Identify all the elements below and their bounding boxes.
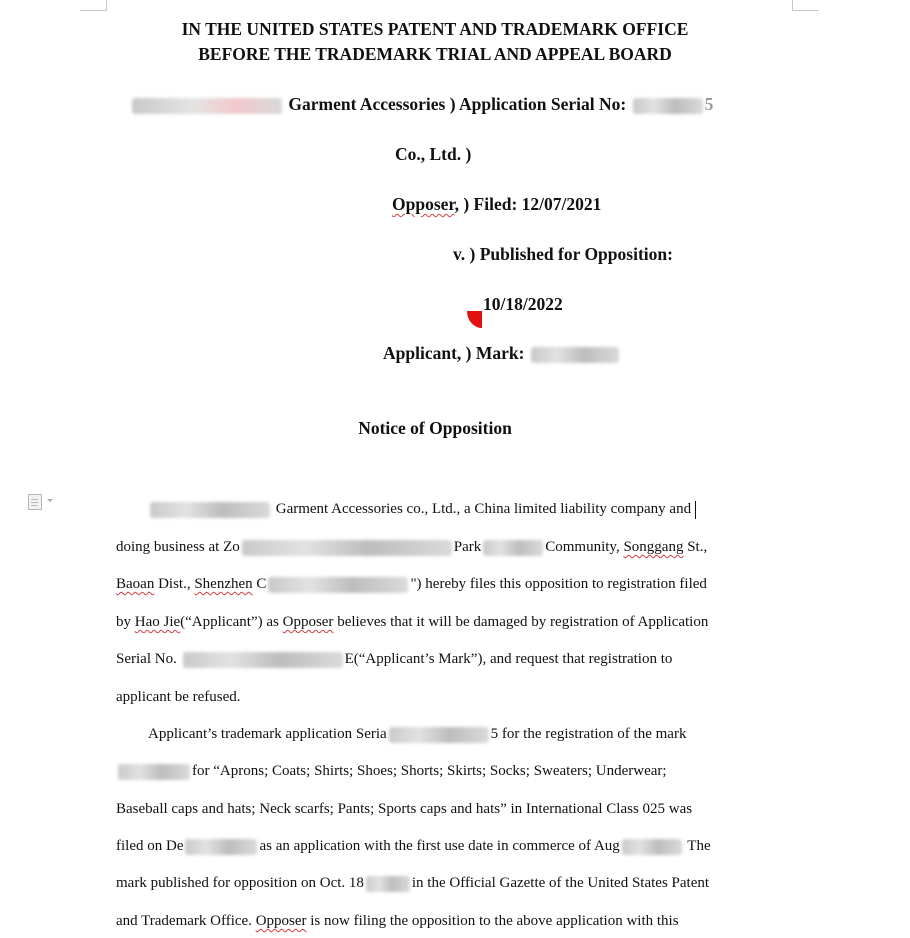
p1-line-2-d: St.,: [687, 539, 708, 555]
p2-line-4: [116, 836, 711, 856]
header-line-2: BEFORE THE TRADEMARK TRIAL AND APPEAL BOARD: [198, 44, 672, 64]
page-corner-mark-right: [792, 0, 819, 11]
caption-party-name-part: Garment Accessories ): [288, 94, 456, 114]
p1-line-5-b: E(“Applicant’s Mark”), and request that registration to: [344, 651, 673, 667]
p1-line-2-b: Park: [453, 539, 482, 555]
p2-line-5-b: in the Official Gazette of the United States Patent: [411, 875, 710, 891]
p2-line-2-a: for “Aprons; Coats; Shirts; Shoes; Shorts; Skirts; Socks; Sweaters; Underwear;: [192, 763, 667, 779]
p1-line-4: [116, 612, 708, 632]
p1-line-5: [116, 649, 672, 669]
opposer-word: Opposer: [392, 194, 455, 214]
word-opposer-1: Opposer: [282, 614, 334, 630]
redacted-party-name: [132, 98, 282, 114]
redacted-mark: [531, 347, 619, 363]
p1-line-3-b: C: [256, 576, 267, 592]
p2-line-6: [116, 911, 679, 931]
redacted-address-3: [268, 577, 408, 593]
p2-line-2: [116, 761, 667, 781]
red-ink-mark: [467, 311, 482, 328]
p2-line-4-a: filed on De: [116, 838, 184, 854]
p1-line-4-c: believes that it will be damaged by registration of Application: [337, 614, 709, 630]
p2-line-6-a: and Trademark Office.: [116, 913, 252, 929]
document-icon[interactable]: [28, 494, 58, 510]
p2-line-4-c: The: [687, 838, 711, 854]
redacted-serial-2: [183, 652, 343, 668]
redacted-date-3: [366, 876, 410, 892]
page-corner-mark-left: [80, 0, 107, 11]
p1-line-1-text: Garment Accessories co., Ltd., a China limited liability company and: [275, 501, 692, 517]
redacted-serial-number: [633, 98, 703, 114]
p2-line-5-a: mark published for opposition on Oct. 18: [116, 875, 364, 891]
word-shenzhen: Shenzhen: [194, 576, 253, 592]
p2-line-6-b: is now filing the opposition to the above application with this: [310, 913, 679, 929]
p1-line-3-a: Dist.,: [158, 576, 191, 592]
p1-line-6: applicant be refused.: [116, 689, 241, 705]
header-line-1: IN THE UNITED STATES PATENT AND TRADEMARK OFFICE: [181, 19, 689, 39]
redacted-address-1: [242, 540, 452, 556]
p1-line-5-a: Serial No.: [116, 651, 177, 667]
caption-published-date: 10/18/2022: [483, 294, 563, 314]
p2-line-1: [148, 724, 686, 744]
caption-applicant-mark: Applicant, ) Mark:: [383, 343, 525, 363]
word-songgang: Songgang: [623, 539, 684, 555]
redacted-date-2: [622, 839, 682, 855]
p2-line-5: [116, 873, 709, 893]
p2-line-1-a: Applicant’s trademark application Seria: [148, 726, 387, 742]
caption-serial-label: Application Serial No:: [458, 94, 627, 114]
redacted-opposer-name: [150, 502, 270, 518]
document-title: Notice of Opposition: [358, 418, 512, 438]
redacted-serial-3: [389, 727, 489, 743]
p2-line-3: Baseball caps and hats; Neck scarfs; Pants; Sports caps and hats” in International Class 025 was: [116, 801, 693, 817]
p1-line-3: [116, 574, 707, 594]
p2-line-1-b: 5 for the registration of the mark: [490, 726, 687, 742]
word-baoan: Baoan: [116, 576, 155, 592]
caption-applicant-line: [383, 343, 621, 364]
caption-co-ltd: Co., Ltd. ): [395, 144, 472, 164]
redacted-mark-2: [118, 764, 190, 780]
caption-filed: , ) Filed: 12/07/2021: [454, 194, 602, 214]
p1-line-2-c: Community,: [545, 539, 620, 555]
p1-line-2: [116, 537, 707, 557]
p1-line-3-c: ") hereby files this opposition to registration filed: [410, 576, 707, 592]
p1-line-4-a: by: [116, 614, 131, 630]
text-cursor: [695, 501, 696, 519]
word-opposer-2: Opposer: [255, 913, 307, 929]
chevron-down-icon: [47, 499, 53, 502]
word-hao-jie: Hao Jie: [134, 614, 181, 630]
redacted-date-1: [185, 839, 257, 855]
p1-line-1: [148, 499, 696, 519]
p1-line-4-b: (“Applicant”) as: [180, 614, 279, 630]
caption-opposer-line: [392, 194, 601, 215]
caption-serial-tail: 5: [704, 94, 714, 114]
caption-versus-line: v. ) Published for Opposition:: [453, 244, 673, 264]
p2-line-4-b: as an application with the first use date in commerce of Aug: [259, 838, 620, 854]
caption-party-line: [130, 94, 713, 115]
redacted-address-2: [483, 540, 543, 556]
p1-line-2-a: doing business at Zo: [116, 539, 240, 555]
